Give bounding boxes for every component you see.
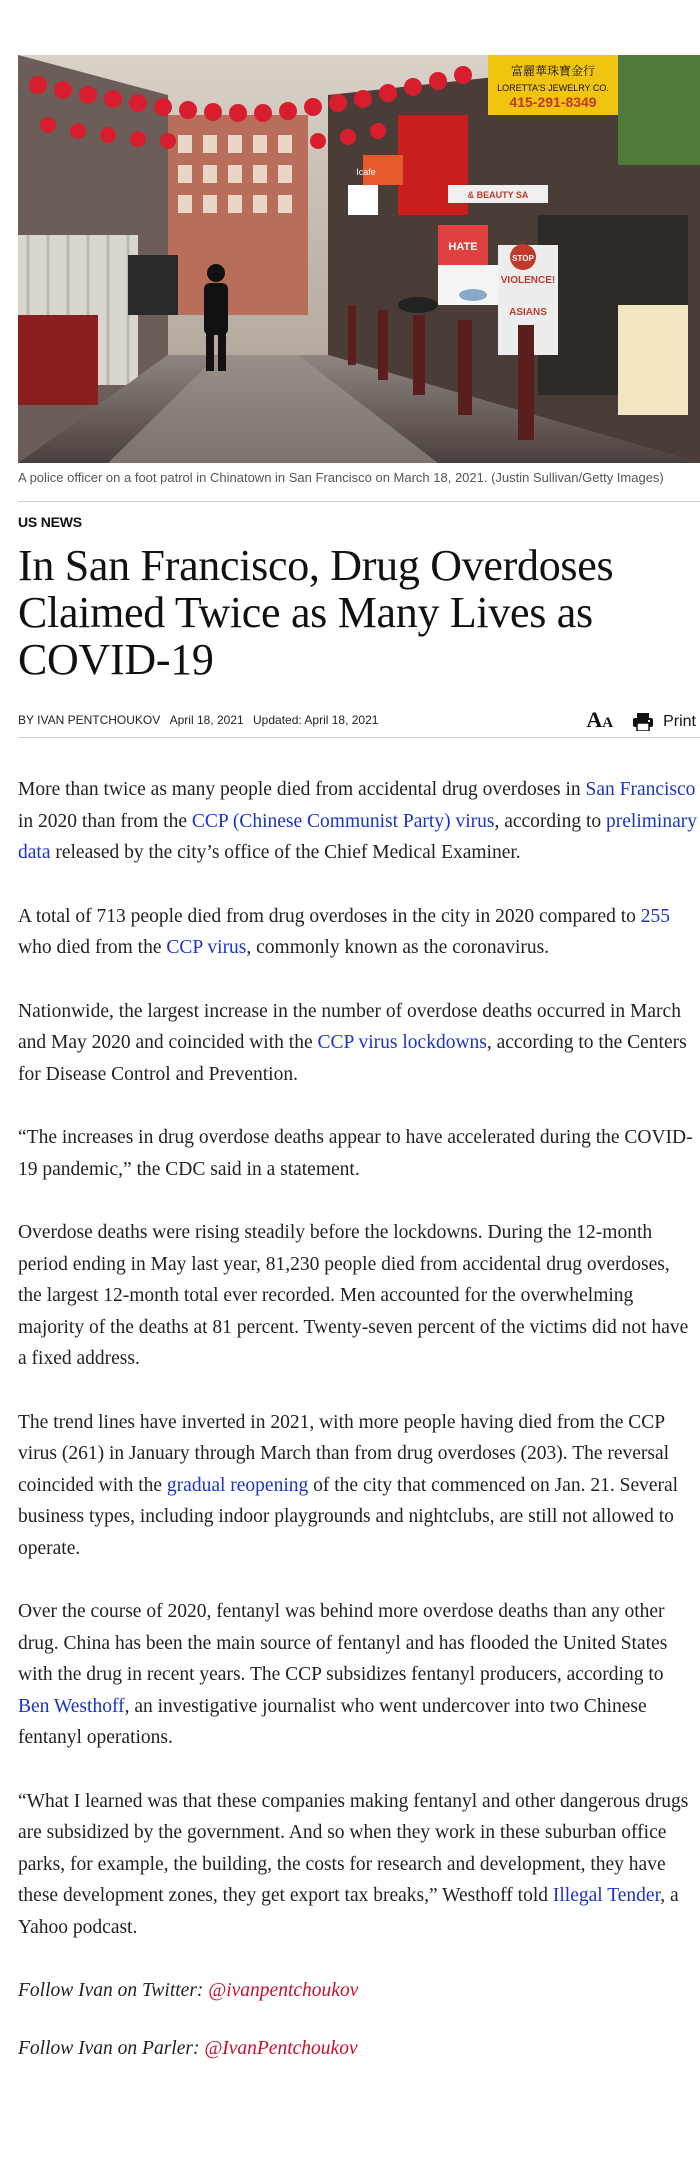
- link-illegal-tender[interactable]: Illegal Tender: [552, 1885, 661, 1906]
- link-preliminary-data[interactable]: preliminary data: [18, 810, 697, 863]
- link-ccp-virus[interactable]: CCP virus: [166, 937, 247, 958]
- paragraph: [18, 774, 698, 869]
- stop-sign-text: STOP: [512, 254, 534, 263]
- divider: [18, 501, 700, 502]
- author-name[interactable]: BY IVAN PENTCHOUKOV: [18, 713, 161, 727]
- jewelry-sign-chinese: 富麗華珠寶金行: [510, 64, 596, 78]
- text: , an investigative journalist who went undercover into two Chinese fentanyl operations.: [18, 1695, 647, 1748]
- follow-twitter: [18, 1975, 698, 2007]
- text: , commonly known as the coronavirus.: [246, 937, 550, 958]
- text: Over the course of 2020, fentanyl was behind more overdose deaths than any other drug. China has been the main source of fentanyl and has flooded the United States with the drug in recent years. The CCP subsidizes fentanyl producers, according to: [18, 1601, 668, 1685]
- parler-handle-link[interactable]: @IvanPentchoukov: [204, 2037, 358, 2059]
- byline-row: [18, 709, 700, 733]
- link-ccp-virus[interactable]: CCP (Chinese Communist Party) virus: [191, 810, 495, 832]
- text: A total of 713 people died from drug overdoses in the city in 2020 compared to: [18, 905, 641, 927]
- chinatown-street-photo: [18, 55, 700, 463]
- text: in 2020 than from the: [18, 810, 192, 832]
- text: “What I learned was that these companies making fentanyl and other dangerous drugs are subsidized by the government. And so when they work in these suburban office parks, for example, the building, the costs for research and development, they have these development zones, they get export tax breaks,” Westhoff told: [18, 1790, 689, 1906]
- asians-sign: ASIANS: [509, 307, 547, 318]
- paragraph: [18, 1786, 698, 1944]
- byline: [18, 713, 378, 727]
- text: , according to: [494, 810, 607, 832]
- icafe-sign: Icafe: [356, 167, 376, 177]
- hero-image: [18, 55, 700, 463]
- paragraph: [18, 996, 698, 1091]
- text: , a Yahoo podcast.: [18, 1885, 679, 1938]
- violence-sign: VIOLENCE!: [500, 275, 556, 286]
- updated-date: Updated: April 18, 2021: [253, 713, 379, 727]
- beauty-sign: & BEAUTY SA: [467, 190, 529, 200]
- text: More than twice as many people died from accidental drug overdoses in: [18, 779, 586, 800]
- text: The trend lines have inverted in 2021, with more people having died from the CCP virus (261) in January through March than from drug overdoses (203). The reversal coincided with the: [18, 1411, 670, 1496]
- article-container: [18, 55, 700, 2090]
- jewelry-sign-phone: 415-291-8349: [509, 94, 597, 110]
- image-caption: A police officer on a foot patrol in Chinatown in San Francisco on March 18, 2021. (Justin Sullivan/Getty Images): [18, 470, 664, 485]
- follow-label: Follow Ivan on Parler:: [18, 2037, 205, 2059]
- article-body: [18, 774, 698, 2064]
- text: released by the city’s office of the Chief Medical Examiner.: [50, 842, 521, 863]
- print-label: Print: [663, 712, 696, 730]
- jewelry-sign-name: LORETTA'S JEWELRY CO.: [497, 83, 609, 93]
- text: of the city that commenced on Jan. 21. Several business types, including indoor playgrounds and nightclubs, are still not allowed to operate.: [18, 1474, 679, 1559]
- section-label[interactable]: US NEWS: [18, 514, 82, 530]
- font-size-icon[interactable]: [586, 709, 613, 734]
- twitter-handle-link[interactable]: @ivanpentchoukov: [208, 1980, 359, 2001]
- text: Nationwide, the largest increase in the number of overdose deaths occurred in March and May 2020 and coincided with the: [18, 1000, 681, 1053]
- divider: [18, 737, 700, 738]
- follow-parler: [18, 2033, 698, 2065]
- paragraph: “The increases in drug overdose deaths appear to have accelerated during the COVID-19 pandemic,” the CDC said in a statement.: [18, 1127, 693, 1180]
- publish-date: April 18, 2021: [169, 713, 244, 727]
- follow-label: Follow Ivan on Twitter:: [18, 1980, 209, 2001]
- font-size-icon-large: A: [586, 707, 603, 732]
- link-ccp-virus-lockdowns[interactable]: CCP virus lockdowns: [317, 1032, 487, 1053]
- paragraph: [18, 901, 698, 964]
- font-size-icon-small: A: [602, 715, 614, 731]
- link-255[interactable]: 255: [640, 905, 671, 927]
- hate-sign: HATE: [448, 241, 478, 253]
- paragraph: Overdose deaths were rising steadily before the lockdowns. During the 12-month period ending in May last year, 81,230 people died from accidental drug overdoses, the largest 12-month total ever recorded. Men accounted for the overwhelming majority of the deaths at 81 percent. Twenty-seven percent of the victims did not have a fixed address.: [18, 1222, 689, 1369]
- link-san-francisco[interactable]: San Francisco: [585, 779, 696, 800]
- paragraph: [18, 1407, 698, 1565]
- link-gradual-reopening[interactable]: gradual reopening: [166, 1474, 309, 1496]
- link-ben-westhoff[interactable]: Ben Westhoff: [18, 1695, 125, 1717]
- article-title: In San Francisco, Drug Overdoses Claimed Twice as Many Lives as COVID-19: [18, 541, 614, 684]
- paragraph: [18, 1596, 698, 1754]
- printer-icon: [633, 713, 653, 731]
- text: , according to the Centers for Disease Control and Prevention.: [18, 1032, 687, 1085]
- text: who died from the: [18, 937, 167, 958]
- article-tools: [586, 709, 696, 734]
- print-button[interactable]: [633, 713, 696, 731]
